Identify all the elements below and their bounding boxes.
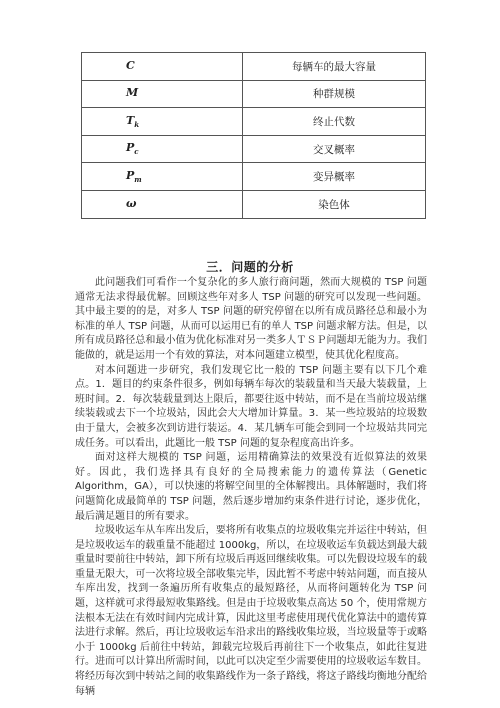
symbol-subscript: c [134,147,139,157]
symbol-cell [82,53,243,81]
symbol-text: C [126,58,135,72]
symbol-cell [82,108,243,136]
description-cell: 变异概率 [243,163,426,191]
paragraph: 垃圾收运车从车库出发后，要将所有收集点的垃圾收集完并运往中转站，但是垃圾收运车的载重量不能超过 1000kg，所以，在垃圾收运车负载达到最大载重量时要前往中转站，卸下所有垃圾后再返回继续收集。可以先假设垃圾车的载重量无限大，可一次将垃圾全部收集完毕，因此暂不考虑中转站问题，而直接从车库出发，找到一条遍历所有收集点的最短路径，从而将问题转化为 TSP 问题，这样就可求得最短收集路线。但是由于垃圾收集点高达 50 个，使用常规方法根本无法在有效时间内完成计算，因此这里考虑使用现代优化算法中的遗传算法进行求解。然后，再让垃圾收运车沿求出的路线收集垃圾，当垃圾量等于或略小于 1000kg 后前往中转站，卸载完垃圾后再前往下一个收集点，如此往复进行。进而可以计算出所需时间，以此可以决定至少需要使用的垃圾收运车数目。将经历每次到中转站之间的收集路线作为一条子路线，将这子路线均衡地分配给每辆 [75,525,427,697]
symbol-text: ω [126,196,137,210]
symbol-cell [82,80,243,108]
symbol-cell [82,135,243,163]
section-body [75,276,427,699]
description-cell: 每辆车的最大容量 [243,53,426,81]
description-cell: 种群规模 [243,80,426,108]
symbol-cell [82,163,243,191]
table-row [82,190,426,218]
table-row [82,53,426,81]
symbol-table-body [82,53,426,219]
symbol-text: T [126,113,135,127]
table-row [82,108,426,136]
symbol-cell [82,190,243,218]
table-row [82,163,426,191]
paragraph: 面对这样大规模的 TSP 问题，运用精确算法的效果没有近似算法的效果好。因此，我们选择具有良好的全局搜索能力的遗传算法（Genetic Algorithm，GA），可以快速的将解空间里的全体解搜出。具体解题时，我们将问题简化成最简单的 TSP 问题，然后逐步增加约束条件进行讨论，逐步优化，最后满足题目的所有要求。 [75,452,427,522]
symbol-text: P [126,169,135,183]
table-row [82,80,426,108]
symbol-text: M [126,86,139,100]
section-heading: 三．问题的分析 [206,260,294,274]
symbol-table [81,52,426,219]
symbol-subscript: k [134,120,140,130]
description-cell: 终止代数 [243,108,426,136]
paragraph: 此问题我们可看作一个复杂化的多人旅行商问题，然而大规模的 TSP 问题通常无法求得最优解。回顾这些年对多人 TSP 问题的研究可以发现一些问题。其中最主要的的是，对多人 TSP 问题的研究停留在以所有成员路径总和最小为标准的单人 TSP 问题，从而可以运用已有的单人 TSP 问题求解方法。但是，以所有成员路径总和最小值为优化标准对另一类多人ＴＳＰ问题却无能为力。我们能做的，就是运用一个有效的算法，对本问题建立模型，使其优化程度高。 [75,277,427,361]
description-cell: 交叉概率 [243,135,426,163]
table-row [82,135,426,163]
paragraph: 对本问题进一步研究，我们发现它比一般的 TSP 问题主要有以下几个难点。1．题目的约束条件很多，例如每辆车每次的装载量和当天最大装载量，上班时间。2．每次装载量到达上限后，都要往返中转站，而不是在当前垃圾站继续装载或去下一个垃圾站，因此会大大增加计算量。3．某一些垃圾站的垃圾数由于量大，会被多次到访进行装运。4．某几辆车可能会到同一个垃圾站共同完成任务。可以看出，此题比一般 TSP 问题的复杂程度高出许多。 [75,364,427,449]
symbol-text: P [126,141,135,155]
description-cell: 染色体 [243,190,426,218]
symbol-subscript: m [134,175,142,185]
